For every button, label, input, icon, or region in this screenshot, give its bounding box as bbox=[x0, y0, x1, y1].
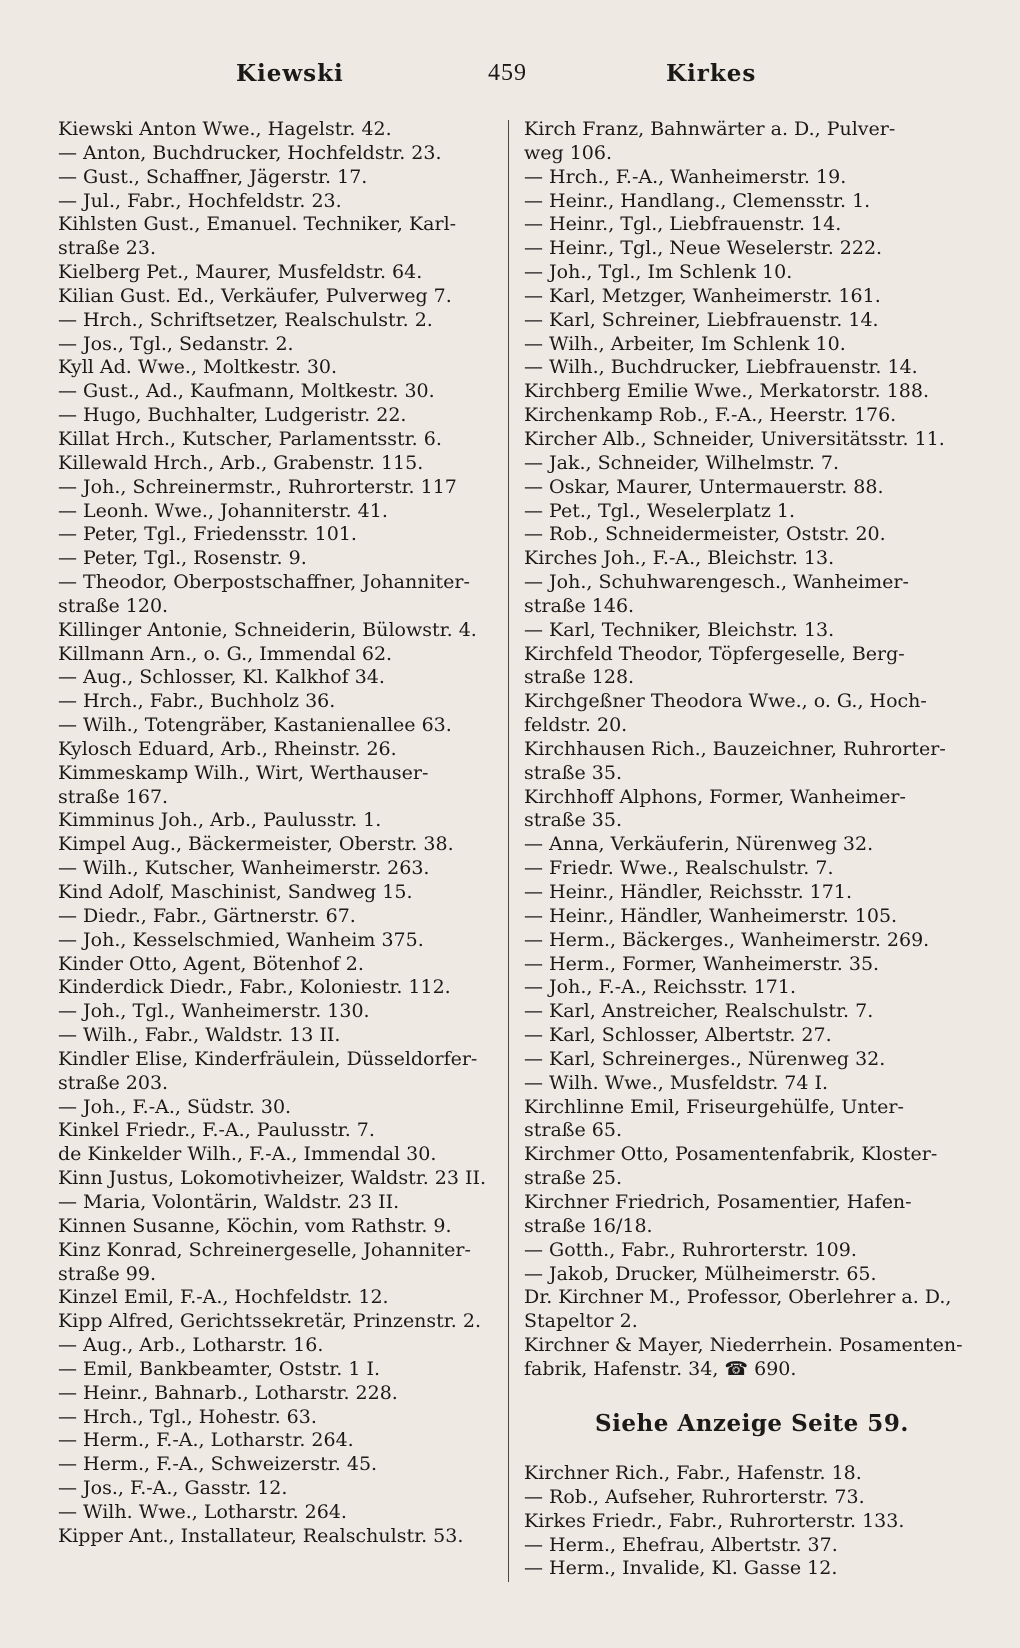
directory-entry-line: Kinderdick Diedr., Fabr., Koloniestr. 112. bbox=[58, 976, 451, 999]
directory-entry-line: — Rob., Schneidermeister, Oststr. 20. bbox=[524, 523, 886, 546]
directory-entry-line: — Theodor, Oberpostschaffner, Johanniter- bbox=[58, 571, 470, 594]
page-number: 459 bbox=[488, 60, 527, 86]
directory-entry-line: Kinnen Susanne, Köchin, vom Rathstr. 9. bbox=[58, 1214, 452, 1237]
directory-entry-line: Kilian Gust. Ed., Verkäufer, Pulverweg 7. bbox=[58, 284, 452, 307]
directory-entry-line: Kirchner Rich., Fabr., Hafenstr. 18. bbox=[524, 1462, 862, 1484]
directory-entry-line: — Hrch., Tgl., Hohestr. 63. bbox=[58, 1405, 317, 1428]
directory-entry-line: straße 99. bbox=[58, 1262, 156, 1285]
directory-entry-line: — Heinr., Bahnarb., Lotharstr. 228. bbox=[58, 1381, 398, 1404]
directory-entry-line: — Friedr. Wwe., Realschulstr. 7. bbox=[524, 857, 834, 880]
directory-entry-line: Kirchgeßner Theodora Wwe., o. G., Hoch- bbox=[524, 690, 927, 713]
directory-entry-line: — Aug., Schlosser, Kl. Kalkhof 34. bbox=[58, 666, 385, 689]
directory-entry-line: straße 120. bbox=[58, 594, 169, 617]
directory-entry-line: Kiewski Anton Wwe., Hagelstr. 42. bbox=[58, 118, 392, 140]
directory-entry-line: Kinn Justus, Lokomotivheizer, Waldstr. 23 II. bbox=[58, 1167, 487, 1190]
directory-entry-line: — Wilh., Buchdrucker, Liebfrauenstr. 14. bbox=[524, 356, 918, 379]
directory-entry-line: — Heinr., Handlang., Clemensstr. 1. bbox=[524, 189, 871, 212]
directory-entry-line: — Hrch., Fabr., Buchholz 36. bbox=[58, 690, 336, 713]
directory-entry-line: straße 25. bbox=[524, 1167, 622, 1190]
directory-entry-line: — Karl, Schreiner, Liebfrauenstr. 14. bbox=[524, 308, 879, 331]
directory-entry-line: straße 146. bbox=[524, 594, 635, 617]
directory-entry-line: — Aug., Arb., Lotharstr. 16. bbox=[58, 1334, 324, 1357]
directory-entry-line: — Maria, Volontärin, Waldstr. 23 II. bbox=[58, 1190, 400, 1213]
directory-entry-line: Kircher Alb., Schneider, Universitätsstr. 11. bbox=[524, 427, 945, 450]
directory-entry-line: straße 16/18. bbox=[524, 1214, 653, 1237]
directory-entry-line: — Wilh., Arbeiter, Im Schlenk 10. bbox=[524, 332, 846, 355]
directory-entry-line: — Jul., Fabr., Hochfeldstr. 23. bbox=[58, 189, 342, 212]
directory-entry-line: Kinkel Friedr., F.-A., Paulusstr. 7. bbox=[58, 1119, 375, 1142]
directory-entry-line: straße 35. bbox=[524, 809, 622, 832]
directory-entry-line: Kipper Ant., Installateur, Realschulstr. 53. bbox=[58, 1524, 464, 1547]
directory-entry-line: — Pet., Tgl., Weselerplatz 1. bbox=[524, 499, 796, 522]
directory-entry-line: Killmann Arn., o. G., Immendal 62. bbox=[58, 642, 393, 665]
directory-entry-line: — Hugo, Buchhalter, Ludgeristr. 22. bbox=[58, 404, 407, 427]
directory-entry-line: — Joh., F.-A., Reichsstr. 171. bbox=[524, 976, 796, 999]
directory-entry-line: straße 23. bbox=[58, 237, 156, 260]
directory-entry-line: Killinger Antonie, Schneiderin, Bülowstr. 4. bbox=[58, 618, 477, 641]
directory-entry-line: — Wilh. Wwe., Musfeldstr. 74 I. bbox=[524, 1071, 829, 1094]
directory-entry-line: — Anna, Verkäuferin, Nürenweg 32. bbox=[524, 833, 874, 856]
directory-entry-line: straße 128. bbox=[524, 666, 635, 689]
directory-entry-line: — Heinr., Händler, Wanheimerstr. 105. bbox=[524, 904, 898, 927]
directory-entry-line: — Herm., Former, Wanheimerstr. 35. bbox=[524, 952, 880, 975]
directory-entry-line: Kirchner Friedrich, Posamentier, Hafen- bbox=[524, 1190, 912, 1213]
directory-entry-line: Kimminus Joh., Arb., Paulusstr. 1. bbox=[58, 809, 382, 832]
directory-entry-line: — Diedr., Fabr., Gärtnerstr. 67. bbox=[58, 904, 356, 927]
directory-entry-line: Dr. Kirchner M., Professor, Oberlehrer a. D., bbox=[524, 1286, 952, 1309]
directory-entry-line: Kipp Alfred, Gerichtssekretär, Prinzenstr. 2. bbox=[58, 1310, 482, 1333]
directory-entry-line: Kinz Konrad, Schreinergeselle, Johanniter- bbox=[58, 1238, 471, 1261]
directory-entry-line: de Kinkelder Wilh., F.-A., Immendal 30. bbox=[58, 1143, 437, 1166]
directory-entry-line: — Leonh. Wwe., Johanniterstr. 41. bbox=[58, 499, 388, 522]
directory-entry-line: Kirchberg Emilie Wwe., Merkatorstr. 188. bbox=[524, 380, 930, 403]
directory-entry-line: Stapeltor 2. bbox=[524, 1310, 638, 1333]
advert-notice: Siehe Anzeige Seite 59. bbox=[595, 1410, 909, 1437]
directory-entry-line: — Joh., Schreinermstr., Ruhrorterstr. 117 bbox=[58, 475, 457, 498]
directory-entry-line: — Karl, Techniker, Bleichstr. 13. bbox=[524, 618, 835, 641]
directory-entry-line: — Gust., Schaffner, Jägerstr. 17. bbox=[58, 165, 368, 188]
directory-entry-line: straße 203. bbox=[58, 1071, 169, 1094]
directory-entry-line: — Joh., Schuhwarengesch., Wanheimer- bbox=[524, 571, 909, 594]
directory-entry-line: straße 65. bbox=[524, 1119, 622, 1142]
directory-entry-line: — Anton, Buchdrucker, Hochfeldstr. 23. bbox=[58, 141, 442, 164]
directory-entry-line: Kirchhausen Rich., Bauzeichner, Ruhrorter- bbox=[524, 737, 946, 760]
directory-entry-line: Kihlsten Gust., Emanuel. Techniker, Karl- bbox=[58, 213, 457, 236]
directory-entry-line: — Karl, Schreinerges., Nürenweg 32. bbox=[524, 1047, 886, 1070]
directory-entry-line: Killewald Hrch., Arb., Grabenstr. 115. bbox=[58, 451, 424, 474]
directory-entry-line: — Joh., Tgl., Im Schlenk 10. bbox=[524, 261, 793, 284]
directory-entry-line: — Heinr., Tgl., Liebfrauenstr. 14. bbox=[524, 213, 842, 236]
left-column bbox=[58, 118, 490, 1549]
directory-entry-line: — Herm., Ehefrau, Albertstr. 37. bbox=[524, 1533, 838, 1556]
directory-entry-line: Kylosch Eduard, Arb., Rheinstr. 26. bbox=[58, 737, 397, 760]
directory-entry-line: — Wilh. Wwe., Lotharstr. 264. bbox=[58, 1500, 347, 1523]
directory-entry-line: — Jos., F.-A., Gasstr. 12. bbox=[58, 1477, 288, 1500]
directory-entry-line: — Joh., F.-A., Südstr. 30. bbox=[58, 1095, 292, 1118]
directory-entry-line: Kirches Joh., F.-A., Bleichstr. 13. bbox=[524, 547, 835, 570]
directory-entry-line: — Herm., F.-A., Lotharstr. 264. bbox=[58, 1429, 354, 1452]
directory-entry-line: straße 167. bbox=[58, 785, 169, 808]
directory-entry-line: — Heinr., Händler, Reichsstr. 171. bbox=[524, 881, 852, 903]
directory-entry-line: Kimmeskamp Wilh., Wirt, Werthauser- bbox=[58, 761, 429, 784]
directory-entry-line: Kirch Franz, Bahnwärter a. D., Pulver- bbox=[524, 118, 896, 140]
directory-entry-line: Kirchenkamp Rob., F.-A., Heerstr. 176. bbox=[524, 404, 897, 427]
directory-entry-line: straße 35. bbox=[524, 761, 622, 784]
directory-entry-line: Killat Hrch., Kutscher, Parlamentsstr. 6. bbox=[58, 427, 442, 450]
directory-entry-line: — Joh., Kesselschmied, Wanheim 375. bbox=[58, 928, 424, 951]
directory-entry-line: weg 106. bbox=[524, 141, 613, 164]
directory-entry-line: — Peter, Tgl., Friedensstr. 101. bbox=[58, 523, 357, 546]
directory-entry-line: — Herm., Bäckerges., Wanheimerstr. 269. bbox=[524, 928, 930, 951]
directory-entry-line: Kindler Elise, Kinderfräulein, Düsseldorfer- bbox=[58, 1047, 478, 1070]
directory-entry-line: — Herm., Invalide, Kl. Gasse 12. bbox=[524, 1557, 838, 1580]
directory-entry-line: — Emil, Bankbeamter, Oststr. 1 I. bbox=[58, 1357, 380, 1380]
directory-entry-line: Kind Adolf, Maschinist, Sandweg 15. bbox=[58, 881, 413, 903]
directory-entry-line: Kirchhoff Alphons, Former, Wanheimer- bbox=[524, 785, 906, 808]
directory-entry-line: — Peter, Tgl., Rosenstr. 9. bbox=[58, 547, 307, 570]
right-column-lower bbox=[524, 1462, 964, 1581]
directory-entry-line: — Wilh., Fabr., Waldstr. 13 II. bbox=[58, 1024, 341, 1047]
directory-entry-line: — Rob., Aufseher, Ruhrorterstr. 73. bbox=[524, 1485, 865, 1508]
directory-entry-line: — Joh., Tgl., Wanheimerstr. 130. bbox=[58, 1000, 370, 1023]
directory-entry-line: — Oskar, Maurer, Untermauerstr. 88. bbox=[524, 475, 884, 498]
directory-entry-line: Kinder Otto, Agent, Bötenhof 2. bbox=[58, 952, 364, 975]
directory-entry-line: Kimpel Aug., Bäckermeister, Oberstr. 38. bbox=[58, 833, 454, 856]
directory-entry-line: — Jak., Schneider, Wilhelmstr. 7. bbox=[524, 451, 840, 474]
directory-entry-line: — Jakob, Drucker, Mülheimerstr. 65. bbox=[524, 1262, 877, 1285]
directory-entry-line: Kirchmer Otto, Posamentenfabrik, Kloster- bbox=[524, 1143, 938, 1166]
right-column bbox=[524, 118, 963, 1382]
directory-entry-line: — Karl, Metzger, Wanheimerstr. 161. bbox=[524, 284, 881, 307]
directory-entry-line: feldstr. 20. bbox=[524, 714, 628, 737]
directory-entry-line: — Gust., Ad., Kaufmann, Moltkestr. 30. bbox=[58, 380, 435, 403]
directory-entry-line: — Gotth., Fabr., Ruhrorterstr. 109. bbox=[524, 1238, 857, 1261]
header-right-keyword: Kirkes bbox=[666, 60, 757, 87]
directory-entry-line: — Herm., F.-A., Schweizerstr. 45. bbox=[58, 1453, 378, 1476]
directory-entry-line: — Karl, Anstreicher, Realschulstr. 7. bbox=[524, 1000, 874, 1023]
column-divider bbox=[508, 120, 509, 1582]
directory-entry-line: Kirkes Friedr., Fabr., Ruhrorterstr. 133. bbox=[524, 1509, 905, 1532]
directory-entry-line: — Hrch., F.-A., Wanheimerstr. 19. bbox=[524, 165, 847, 188]
directory-entry-line: Kinzel Emil, F.-A., Hochfeldstr. 12. bbox=[58, 1286, 389, 1309]
directory-entry-line: — Heinr., Tgl., Neue Weselerstr. 222. bbox=[524, 237, 883, 260]
directory-entry-line: — Karl, Schlosser, Albertstr. 27. bbox=[524, 1024, 832, 1047]
directory-entry-line: — Hrch., Schriftsetzer, Realschulstr. 2. bbox=[58, 308, 433, 331]
header-left-keyword: Kiewski bbox=[236, 60, 344, 87]
directory-entry-line: Kirchner & Mayer, Niederrhein. Posamenten- bbox=[524, 1334, 963, 1357]
directory-entry-line: fabrik, Hafenstr. 34, ☎ 690. bbox=[524, 1357, 797, 1380]
directory-entry-line: Kielberg Pet., Maurer, Musfeldstr. 64. bbox=[58, 261, 423, 284]
directory-entry-line: Kirchlinne Emil, Friseurgehülfe, Unter- bbox=[524, 1095, 904, 1118]
directory-entry-line: — Wilh., Kutscher, Wanheimerstr. 263. bbox=[58, 857, 430, 880]
directory-entry-line: Kirchfeld Theodor, Töpfergeselle, Berg- bbox=[524, 642, 905, 665]
directory-entry-line: — Wilh., Totengräber, Kastanienallee 63. bbox=[58, 714, 452, 737]
directory-entry-line: — Jos., Tgl., Sedanstr. 2. bbox=[58, 332, 294, 355]
directory-entry-line: Kyll Ad. Wwe., Moltkestr. 30. bbox=[58, 356, 338, 379]
